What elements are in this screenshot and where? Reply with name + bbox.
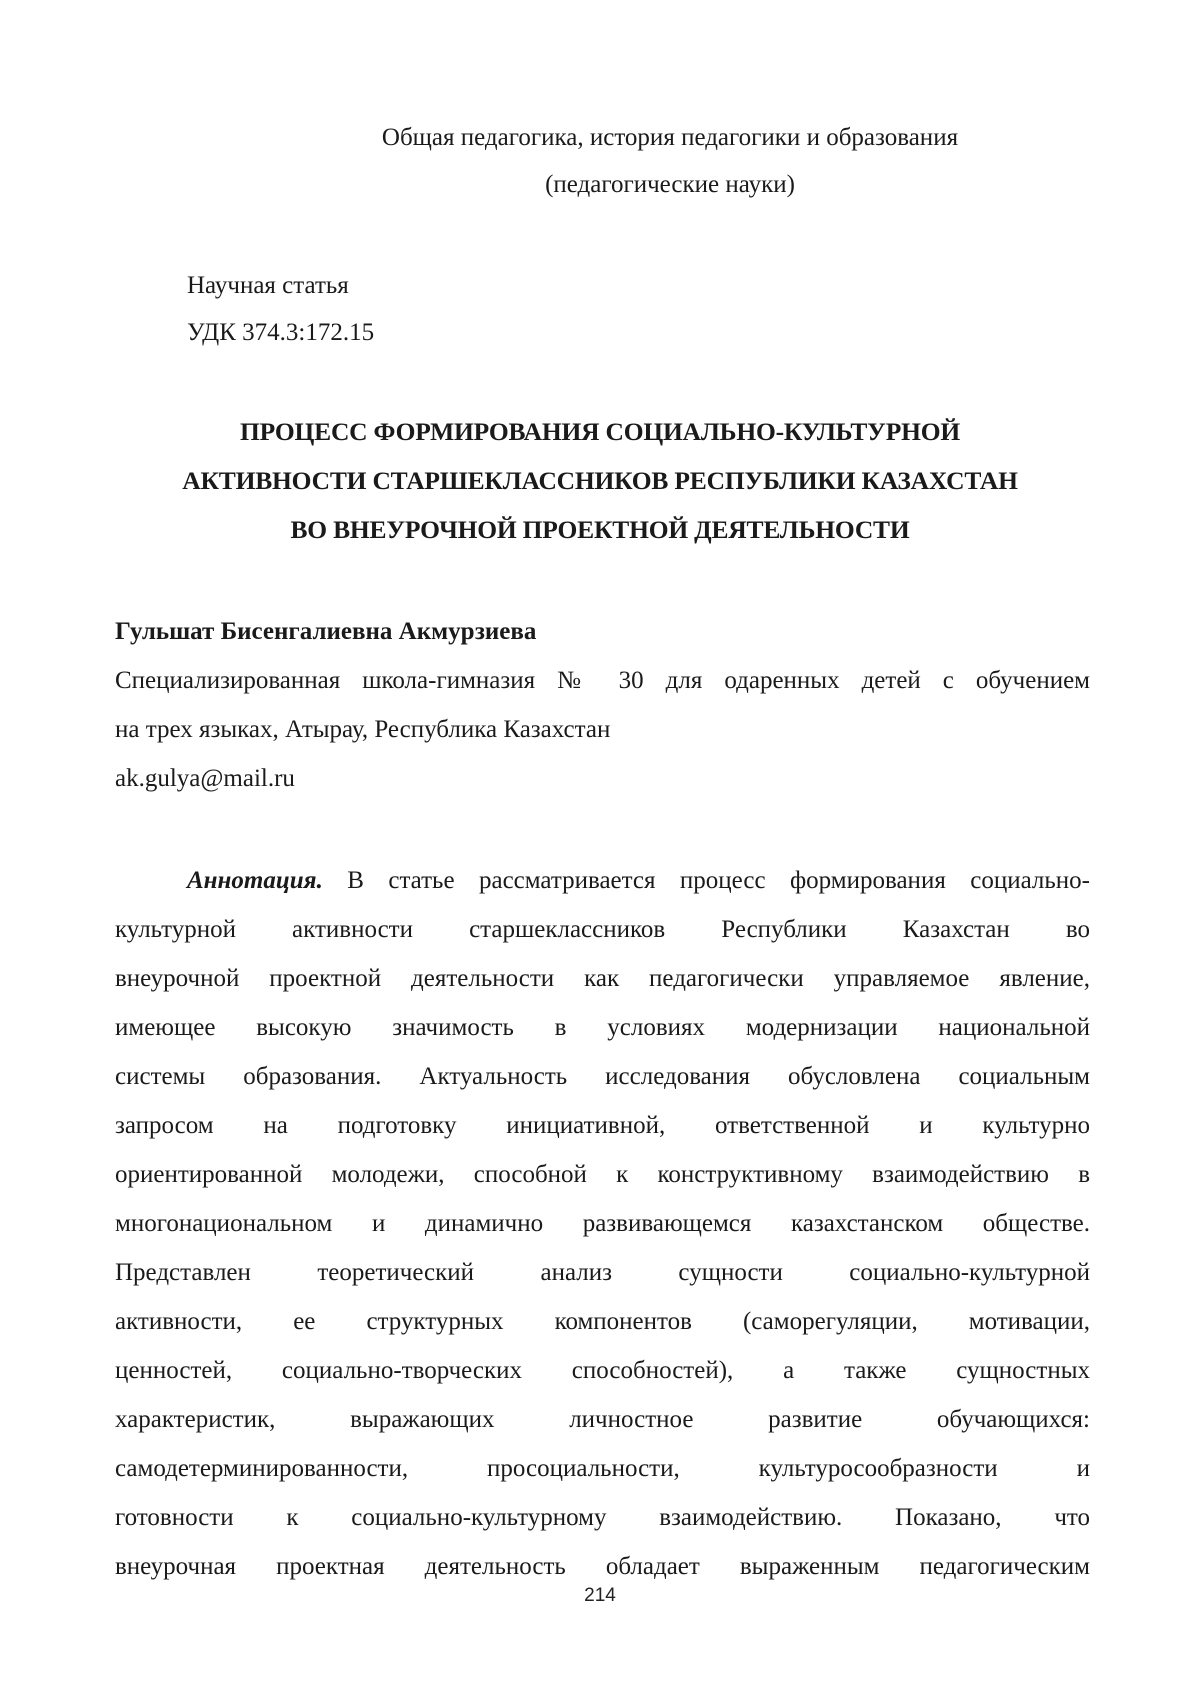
page-number: 214 <box>584 1585 616 1606</box>
article-title <box>100 407 1100 554</box>
affiliation-line1: Специализированная школа-гимназия № 30 для одаренных детей с обучением <box>115 667 1090 694</box>
abstract <box>115 856 1090 1591</box>
abstract-line: активности, ее структурных компонентов (саморегуляции, мотивации, <box>115 1308 1090 1335</box>
title-line2: АКТИВНОСТИ СТАРШЕКЛАССНИКОВ РЕСПУБЛИКИ КАЗАХСТАН <box>182 466 1018 495</box>
abstract-line: культурной активности старшеклассников Республики Казахстан во <box>115 916 1090 943</box>
abstract-line: Представлен теоретический анализ сущности социально-культурной <box>115 1259 1090 1286</box>
abstract-line: характеристик, выражающих личностное развитие обучающихся: <box>115 1406 1090 1433</box>
title-line1: ПРОЦЕСС ФОРМИРОВАНИЯ СОЦИАЛЬНО-КУЛЬТУРНОЙ <box>240 417 960 446</box>
abstract-line: готовности к социально-культурному взаимодействию. Показано, что <box>115 1504 1090 1531</box>
udc-code: УДК 374.3:172.15 <box>187 319 375 346</box>
abstract-line: системы образования. Актуальность исследования обусловлена социальным <box>115 1063 1090 1090</box>
abstract-lead: Аннотация. <box>187 867 323 894</box>
author-affiliation <box>115 656 1090 803</box>
abstract-line: Аннотация. В статье рассматривается процесс формирования социально- <box>187 867 1090 894</box>
section-heading-line2: (педагогические науки) <box>545 171 795 198</box>
affiliation-line2: на трех языках, Атырау, Республика Казахстан <box>115 716 611 743</box>
author-name: Гульшат Бисенгалиевна Акмурзиева <box>115 618 537 645</box>
abstract-line: внеурочной проектной деятельности как педагогически управляемое явление, <box>115 965 1090 992</box>
abstract-line: внеурочная проектная деятельность обладает выраженным педагогическим <box>115 1553 1090 1580</box>
abstract-line: имеющее высокую значимость в условиях модернизации национальной <box>115 1014 1090 1041</box>
abstract-line: многонациональном и динамично развивающемся казахстанском обществе. <box>115 1210 1090 1237</box>
article-type: Научная статья <box>187 272 349 299</box>
title-line3: ВО ВНЕУРОЧНОЙ ПРОЕКТНОЙ ДЕЯТЕЛЬНОСТИ <box>290 515 910 544</box>
section-heading-line1: Общая педагогика, история педагогики и образования <box>381 124 959 151</box>
section-heading <box>300 114 1040 208</box>
abstract-line: запросом на подготовку инициативной, ответственной и культурно <box>115 1112 1090 1139</box>
article-meta <box>187 262 374 356</box>
author-email: ak.gulya@mail.ru <box>115 765 295 792</box>
abstract-line: самодетерминированности, просоциальности, культуросообразности и <box>115 1455 1090 1482</box>
abstract-line: ценностей, социально-творческих способностей), а также сущностных <box>115 1357 1090 1384</box>
abstract-line: ориентированной молодежи, способной к конструктивному взаимодействию в <box>115 1161 1090 1188</box>
